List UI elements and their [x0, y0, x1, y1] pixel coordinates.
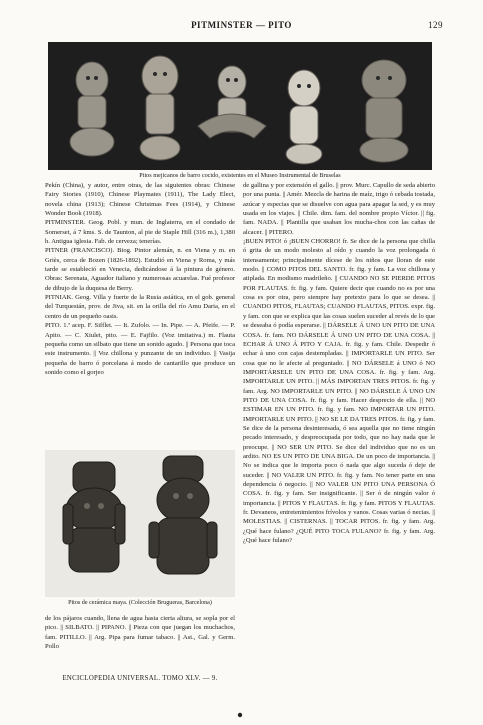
entry-pito-phrases: ¡BUEN PITO! ó ¡BUEN CHORRO! fr. Se dice de la persona que chilla ó grita de un modo molesto al oído y cuando la voz prolongada ó intensamente; principalmente dícese de los niños que lloran de este modo. || COMO PITOS DEL SANTO. fr. fig. y fam. La voz chillona y atiplada. En modismo madrileño. || CUANDO NO SE PIERDE PITOS POR FLAUTAS. fr. fig. y fam. Quiere decir que cuando no es por una cosa es por otra, pero siempre hay pretexto para lo que se desea. || CUANDO PITOS, FLAUTAS; CUANDO FLAUTAS, PITOS. expr. fig. y fam. con que se explica que las cosas suelen suceder al revés de lo que se deseaba ó podía esperarse. || DÁRSELE Á UNO UN PITO DE UNA COSA. fr. fam. NO DÁRSELE Á UNO UN PITO DE UNA COSA. || ECHAR Á UNO Á PITO Y CAJA. fr. fig. y fam. Chile. Despedir ó echar á uno con cajas destempladas. || IMPORTARLE UN PITO. Ser cosa que no le afecte al preguntado. || NO DÁRSELE á UNO ó NO IMPORTÁRSELE UN PITO DE UNA COSA. fr. fig. y fam. Arg. IMPORTARLE UN PITO. || MÁS IMPORTAN TRES PITOS. fr. fig. y fam. Arg. NO IMPORTARLE UN PITO. || NO DÁRSELE Á UNO UN PITO DE UNA COSA. fr. fig. y fam. Hacer desprecio de ella. || NO ESTIMAR EN UN PITO. fr. fig. y fam. NO IMPORTAR UN PITO. IMPORTARLE UN PITO. || NO SE LE DA TRES PITOS. fr. fig. y fam. Se dice de la persona desinteresada, ó sea aquella que no tiene ningún pecado interesado, y despreocupada por todo, que no hay nada que le preocupe. || NO SER UN PITO. Se dice del individuo que no es un ardito. NO ES UN PITO DE UNA BIGA. De un poco de importancia. || No se indica que le importa poco ó nada que algo suceda ó deje de suceder. || NO VALER UN PITO. fr. fig. y fam. No tener parte en una dependencia ó negocio. || NO VALER UN PITO UNA PERSONA Ó COSA. fr. fig. y fam. Ser insignificante. || Ser ó de ningún valor ó importancia. || PITOS Y FLAUTAS. fr. fig. y fam. PITOS Y FLAUTAS. fr. Devaneos, entretenimientos frívolos y vanos. Cosas varias ó necias. || MOLESTIAS. || CISTERNAS. || TOCAR PITOS. fr. fig. y fam. Arg. ¿Qué hace fulano? ¿QUÉ PITO TOCA FULANO? fr. fig. y fam. Arg. ¿Qué hace fulano? [243, 238, 435, 545]
entry-pito-continuation: de los pájaros cuando, llena de agua hasta cierta altura, se sopla por el pico. || SILBATO. || PIPANO. || Pieza con que juegan los muchachos, fam. PITILLO. || Arg. Pipa para fumar tabaco. || Ast., Gal. y Germ. Pollo [45, 615, 235, 651]
page-footer: ENCICLOPEDIA UNIVERSAL. TOMO XLV. — 9. [62, 675, 218, 682]
figure-caption-2: Pitos de cerámica maya. (Colección Brugueras, Barcelona) [68, 600, 212, 606]
running-title: PITMINSTER — PITO [191, 20, 292, 30]
page-header [40, 20, 443, 34]
right-column [243, 181, 435, 697]
entry-pitminster: PITMINSTER. Geog. Pobl. y mun. de Inglaterra, en el condado de Somerset, á 7 kms. S. de Taunton, al pie de Staple Hill (316 m.), 1,380 h. Antigua iglesia. Fab. de cerveza; tenerías. [45, 219, 235, 246]
left-column [45, 181, 235, 451]
figure-caption-1: Pitos mejicanos de barro cocido, existentes en el Museo Instrumental de Bruselas [139, 172, 341, 179]
entry-pitner: PITNER (FRANCISCO). Biog. Pintor alemán, n. en Viena y m. en Griès, cerca de Bozen (1826-1892). Estudió en Viena y Roma, y más tarde se estableció en Venecia, dedicándose á la pintura de género. Obras: Serenata, Aguador italiano y numerosas acuarelas. Fué profesor de dibujo de la duquesa de Berry. [45, 247, 235, 292]
left-column-bottom [45, 614, 235, 664]
page-number: 129 [428, 20, 443, 30]
entry-pito: PITO. 1.ª acep. F. Sifflet. — It. Zufolo. — In. Pipe. — A. Pfeife. — P. Apito. — C. Xiulet, pito. — E. Fajfilo. (Voz imitativa.) m. Flauta pequeña como un silbato que tiene un sonido agudo. || Persona que toca este instrumento. || Voz chillona y punzante de un individuo. || Vasija pequeña de barro ó porcelana á modo de cantarillo que produce un sonido como el gorjeo [45, 322, 235, 376]
photo-maya-whistles [45, 450, 235, 597]
photo-mexican-whistles [48, 42, 432, 170]
entry-pekin-continuation: Pekín (China), y autor, entre otras, de las siguientes obras: Chinese Fairy Stories (1910), Chinese Playmates (1911), The Lady Elect, novela china (1913); Chinese Christmas Fees (1914), y Chinese Wonder Book (1918). [45, 182, 235, 218]
entry-pito-definitions: de gallina y por extensión el gallo. || prov. Murc. Capullo de seda abierto por una punta. || Amér. Mezcla de harina de maíz, trigo ó cebada tostada, azúcar y especias que se disuelve con agua para apagar la sed, y es muy usada en los viajes. || Chile. dim. fam. del nombre propio Víctor. || fig. fam. NADA. || Plantilla que usaban los mucha-chos con las cañas de alcacer. || PITERO. [243, 182, 435, 236]
entry-pitniak: PITNIAK. Geog. Villa y fuerte de la Rusia asiática, en el gob. general del Turquestán, prov. de Jiva, sit. en la orilla del río Amu Daria, en el centro de un pequeño oasis. [45, 294, 235, 320]
mexican-whistles-image [48, 42, 432, 170]
page-dot-mark [236, 711, 244, 719]
maya-whistles-image [45, 450, 235, 597]
